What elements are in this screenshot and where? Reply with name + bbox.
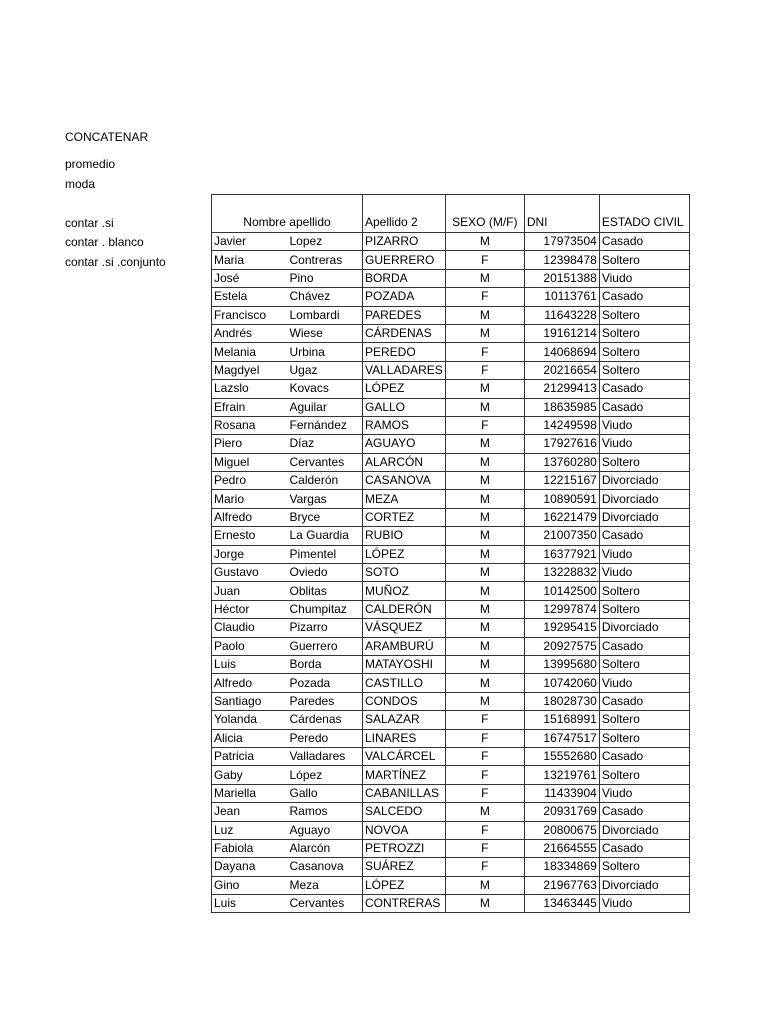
- cell-apellido2: MEZA: [363, 490, 446, 508]
- cell-apellido2: LÓPEZ: [363, 876, 446, 894]
- table-row: [212, 435, 690, 453]
- cell-sexo: M: [445, 453, 524, 471]
- cell-apellido: Ramos: [288, 803, 363, 821]
- cell-nombre: Luz: [212, 821, 288, 839]
- table-row: [212, 784, 690, 802]
- cell-estado-civil: Casado: [599, 692, 689, 710]
- cell-apellido: Pino: [288, 269, 363, 287]
- cell-apellido2: SALCEDO: [363, 803, 446, 821]
- cell-apellido: Aguayo: [288, 821, 363, 839]
- cell-dni: 18028730: [524, 692, 599, 710]
- cell-sexo: F: [445, 839, 524, 857]
- cell-sexo: M: [445, 435, 524, 453]
- header-estado-civil: ESTADO CIVIL: [599, 195, 689, 233]
- cell-estado-civil: Casado: [599, 398, 689, 416]
- cell-dni: 12398478: [524, 251, 599, 269]
- cell-estado-civil: Casado: [599, 233, 689, 251]
- cell-estado-civil: Divorciado: [599, 490, 689, 508]
- cell-estado-civil: Viudo: [599, 435, 689, 453]
- cell-estado-civil: Soltero: [599, 858, 689, 876]
- cell-apellido: Urbina: [288, 343, 363, 361]
- cell-apellido: Chávez: [288, 288, 363, 306]
- table-body: [212, 233, 690, 913]
- cell-estado-civil: Soltero: [599, 453, 689, 471]
- table-row: [212, 766, 690, 784]
- cell-dni: 15168991: [524, 711, 599, 729]
- table-row: [212, 895, 690, 913]
- table-row: [212, 655, 690, 673]
- cell-apellido: Gallo: [288, 784, 363, 802]
- cell-estado-civil: Casado: [599, 839, 689, 857]
- cell-nombre: José: [212, 269, 288, 287]
- note-moda: moda: [65, 177, 96, 191]
- cell-sexo: M: [445, 472, 524, 490]
- cell-nombre: Paolo: [212, 637, 288, 655]
- cell-dni: 16377921: [524, 545, 599, 563]
- cell-apellido2: RAMOS: [363, 416, 446, 434]
- table-row: [212, 545, 690, 563]
- cell-apellido: Kovacs: [288, 380, 363, 398]
- cell-estado-civil: Viudo: [599, 895, 689, 913]
- cell-nombre: Melania: [212, 343, 288, 361]
- cell-apellido2: LÓPEZ: [363, 545, 446, 563]
- cell-apellido2: LINARES: [363, 729, 446, 747]
- table-row: [212, 803, 690, 821]
- cell-dni: 20927575: [524, 637, 599, 655]
- table-row: [212, 747, 690, 765]
- cell-estado-civil: Soltero: [599, 251, 689, 269]
- cell-dni: 21007350: [524, 527, 599, 545]
- cell-apellido2: LÓPEZ: [363, 380, 446, 398]
- cell-dni: 10890591: [524, 490, 599, 508]
- cell-sexo: F: [445, 343, 524, 361]
- cell-apellido2: MUÑOZ: [363, 582, 446, 600]
- cell-sexo: F: [445, 288, 524, 306]
- cell-sexo: M: [445, 233, 524, 251]
- cell-apellido: Aguilar: [288, 398, 363, 416]
- table-row: [212, 251, 690, 269]
- cell-apellido: Cervantes: [288, 453, 363, 471]
- cell-nombre: Ernesto: [212, 527, 288, 545]
- cell-apellido2: CALDERÓN: [363, 600, 446, 618]
- cell-dni: 16747517: [524, 729, 599, 747]
- cell-sexo: M: [445, 655, 524, 673]
- cell-estado-civil: Soltero: [599, 343, 689, 361]
- table-row: [212, 858, 690, 876]
- cell-apellido: Wiese: [288, 324, 363, 342]
- cell-estado-civil: Divorciado: [599, 876, 689, 894]
- cell-apellido: Bryce: [288, 508, 363, 526]
- cell-sexo: F: [445, 416, 524, 434]
- cell-dni: 12215167: [524, 472, 599, 490]
- cell-sexo: M: [445, 582, 524, 600]
- cell-dni: 14249598: [524, 416, 599, 434]
- header-sexo: SEXO (M/F): [445, 195, 524, 233]
- cell-apellido: Oblitas: [288, 582, 363, 600]
- cell-estado-civil: Divorciado: [599, 619, 689, 637]
- cell-nombre: Luis: [212, 655, 288, 673]
- cell-apellido: La Guardia: [288, 527, 363, 545]
- cell-estado-civil: Soltero: [599, 766, 689, 784]
- cell-sexo: F: [445, 858, 524, 876]
- cell-dni: 11643228: [524, 306, 599, 324]
- table-row: [212, 233, 690, 251]
- cell-estado-civil: Casado: [599, 803, 689, 821]
- cell-dni: 12997874: [524, 600, 599, 618]
- cell-dni: 20800675: [524, 821, 599, 839]
- table-row: [212, 490, 690, 508]
- cell-estado-civil: Soltero: [599, 711, 689, 729]
- cell-nombre: Yolanda: [212, 711, 288, 729]
- cell-dni: 10142500: [524, 582, 599, 600]
- cell-estado-civil: Viudo: [599, 674, 689, 692]
- cell-apellido2: SALAZAR: [363, 711, 446, 729]
- cell-estado-civil: Casado: [599, 288, 689, 306]
- cell-dni: 15552680: [524, 747, 599, 765]
- cell-nombre: Jean: [212, 803, 288, 821]
- cell-sexo: M: [445, 269, 524, 287]
- cell-estado-civil: Viudo: [599, 784, 689, 802]
- cell-apellido2: ALARCÓN: [363, 453, 446, 471]
- cell-sexo: F: [445, 251, 524, 269]
- table-row: [212, 398, 690, 416]
- cell-nombre: Alicia: [212, 729, 288, 747]
- cell-nombre: Magdyel: [212, 361, 288, 379]
- cell-estado-civil: Casado: [599, 747, 689, 765]
- cell-nombre: Rosana: [212, 416, 288, 434]
- header-dni: DNI: [524, 195, 599, 233]
- table-row: [212, 508, 690, 526]
- cell-dni: 19161214: [524, 324, 599, 342]
- cell-apellido2: BORDA: [363, 269, 446, 287]
- table-row: [212, 269, 690, 287]
- cell-nombre: Héctor: [212, 600, 288, 618]
- cell-nombre: Gino: [212, 876, 288, 894]
- cell-apellido2: RUBIO: [363, 527, 446, 545]
- cell-apellido: Cervantes: [288, 895, 363, 913]
- cell-apellido2: VALLADARES: [363, 361, 446, 379]
- cell-dni: 17973504: [524, 233, 599, 251]
- cell-apellido2: CÁRDENAS: [363, 324, 446, 342]
- table-row: [212, 306, 690, 324]
- cell-nombre: Juan: [212, 582, 288, 600]
- cell-apellido2: PIZARRO: [363, 233, 446, 251]
- cell-nombre: Pedro: [212, 472, 288, 490]
- table-row: [212, 380, 690, 398]
- cell-apellido2: CASANOVA: [363, 472, 446, 490]
- cell-apellido2: CASTILLO: [363, 674, 446, 692]
- cell-apellido2: CONTRERAS: [363, 895, 446, 913]
- cell-nombre: Mario: [212, 490, 288, 508]
- table-row: [212, 692, 690, 710]
- table-row: [212, 876, 690, 894]
- cell-dni: 21299413: [524, 380, 599, 398]
- cell-nombre: Piero: [212, 435, 288, 453]
- cell-estado-civil: Soltero: [599, 361, 689, 379]
- cell-sexo: M: [445, 324, 524, 342]
- cell-dni: 10113761: [524, 288, 599, 306]
- cell-nombre: Fabiola: [212, 839, 288, 857]
- cell-apellido: Pozada: [288, 674, 363, 692]
- cell-apellido: Contreras: [288, 251, 363, 269]
- cell-sexo: M: [445, 545, 524, 563]
- cell-nombre: Miguel: [212, 453, 288, 471]
- cell-nombre: Jorge: [212, 545, 288, 563]
- cell-estado-civil: Casado: [599, 637, 689, 655]
- cell-sexo: M: [445, 380, 524, 398]
- cell-apellido2: CABANILLAS: [363, 784, 446, 802]
- cell-sexo: M: [445, 398, 524, 416]
- cell-apellido: Pimentel: [288, 545, 363, 563]
- cell-estado-civil: Viudo: [599, 416, 689, 434]
- note-contar-si: contar .si: [65, 216, 114, 230]
- cell-estado-civil: Soltero: [599, 306, 689, 324]
- table-row: [212, 821, 690, 839]
- cell-dni: 21664555: [524, 839, 599, 857]
- table-row: [212, 453, 690, 471]
- cell-apellido: Fernández: [288, 416, 363, 434]
- cell-apellido2: PETROZZI: [363, 839, 446, 857]
- cell-estado-civil: Soltero: [599, 729, 689, 747]
- cell-apellido2: VÁSQUEZ: [363, 619, 446, 637]
- cell-dni: 13760280: [524, 453, 599, 471]
- cell-sexo: M: [445, 508, 524, 526]
- cell-nombre: Dayana: [212, 858, 288, 876]
- cell-dni: 18334869: [524, 858, 599, 876]
- cell-apellido: Meza: [288, 876, 363, 894]
- cell-nombre: Estela: [212, 288, 288, 306]
- table-row: [212, 361, 690, 379]
- table-row: [212, 582, 690, 600]
- cell-apellido: Vargas: [288, 490, 363, 508]
- table-row: [212, 619, 690, 637]
- cell-sexo: F: [445, 821, 524, 839]
- cell-sexo: M: [445, 527, 524, 545]
- cell-apellido: Lombardi: [288, 306, 363, 324]
- cell-estado-civil: Viudo: [599, 545, 689, 563]
- table-row: [212, 527, 690, 545]
- note-contar-blanco: contar . blanco: [65, 235, 144, 249]
- cell-apellido: Alarcón: [288, 839, 363, 857]
- cell-dni: 21967763: [524, 876, 599, 894]
- cell-sexo: F: [445, 711, 524, 729]
- cell-nombre: Claudio: [212, 619, 288, 637]
- cell-sexo: M: [445, 692, 524, 710]
- cell-apellido2: PAREDES: [363, 306, 446, 324]
- cell-nombre: Luis: [212, 895, 288, 913]
- cell-estado-civil: Viudo: [599, 564, 689, 582]
- cell-apellido: Calderón: [288, 472, 363, 490]
- cell-sexo: M: [445, 895, 524, 913]
- table-row: [212, 600, 690, 618]
- table-row: [212, 416, 690, 434]
- cell-nombre: Maria: [212, 251, 288, 269]
- cell-sexo: M: [445, 490, 524, 508]
- cell-apellido2: SUÁREZ: [363, 858, 446, 876]
- cell-dni: 16221479: [524, 508, 599, 526]
- table-row: [212, 564, 690, 582]
- cell-apellido2: CONDOS: [363, 692, 446, 710]
- cell-apellido: Oviedo: [288, 564, 363, 582]
- cell-nombre: Santiago: [212, 692, 288, 710]
- cell-dni: 13228832: [524, 564, 599, 582]
- cell-estado-civil: Divorciado: [599, 508, 689, 526]
- cell-dni: 20151388: [524, 269, 599, 287]
- cell-nombre: Andrés: [212, 324, 288, 342]
- cell-sexo: F: [445, 766, 524, 784]
- cell-estado-civil: Divorciado: [599, 472, 689, 490]
- cell-dni: 11433904: [524, 784, 599, 802]
- cell-nombre: Alfredo: [212, 674, 288, 692]
- cell-sexo: M: [445, 564, 524, 582]
- cell-sexo: F: [445, 729, 524, 747]
- cell-dni: 10742060: [524, 674, 599, 692]
- cell-apellido2: ARAMBURÚ: [363, 637, 446, 655]
- cell-dni: 13219761: [524, 766, 599, 784]
- cell-estado-civil: Casado: [599, 527, 689, 545]
- note-contar-si-conjunto: contar .si .conjunto: [65, 255, 166, 269]
- cell-sexo: M: [445, 600, 524, 618]
- cell-apellido: Chumpitaz: [288, 600, 363, 618]
- cell-nombre: Efrain: [212, 398, 288, 416]
- cell-apellido2: POZADA: [363, 288, 446, 306]
- table-row: [212, 472, 690, 490]
- table-row: [212, 288, 690, 306]
- cell-dni: 14068694: [524, 343, 599, 361]
- cell-estado-civil: Soltero: [599, 582, 689, 600]
- cell-dni: 20931769: [524, 803, 599, 821]
- cell-dni: 13995680: [524, 655, 599, 673]
- cell-nombre: Gustavo: [212, 564, 288, 582]
- cell-sexo: M: [445, 674, 524, 692]
- cell-apellido2: GALLO: [363, 398, 446, 416]
- cell-estado-civil: Soltero: [599, 600, 689, 618]
- table-row: [212, 674, 690, 692]
- table-row: [212, 711, 690, 729]
- cell-apellido: López: [288, 766, 363, 784]
- cell-apellido2: NOVOA: [363, 821, 446, 839]
- cell-apellido2: PEREDO: [363, 343, 446, 361]
- cell-apellido2: MARTÍNEZ: [363, 766, 446, 784]
- cell-nombre: Alfredo: [212, 508, 288, 526]
- cell-sexo: M: [445, 876, 524, 894]
- cell-sexo: F: [445, 747, 524, 765]
- cell-sexo: M: [445, 619, 524, 637]
- cell-apellido: Peredo: [288, 729, 363, 747]
- cell-apellido2: SOTO: [363, 564, 446, 582]
- table-row: [212, 637, 690, 655]
- cell-dni: 20216654: [524, 361, 599, 379]
- cell-apellido2: MATAYOSHI: [363, 655, 446, 673]
- cell-dni: 13463445: [524, 895, 599, 913]
- cell-apellido: Paredes: [288, 692, 363, 710]
- cell-apellido2: CORTEZ: [363, 508, 446, 526]
- cell-apellido: Guerrero: [288, 637, 363, 655]
- cell-estado-civil: Soltero: [599, 655, 689, 673]
- header-nombre-apellido: Nombre apellido: [212, 195, 363, 233]
- cell-sexo: M: [445, 803, 524, 821]
- cell-apellido: Valladares: [288, 747, 363, 765]
- cell-apellido2: GUERRERO: [363, 251, 446, 269]
- cell-apellido: Cárdenas: [288, 711, 363, 729]
- cell-estado-civil: Soltero: [599, 324, 689, 342]
- cell-estado-civil: Casado: [599, 380, 689, 398]
- table-row: [212, 729, 690, 747]
- table-row: [212, 343, 690, 361]
- note-promedio: promedio: [65, 157, 116, 171]
- data-table: [211, 194, 690, 913]
- cell-sexo: F: [445, 784, 524, 802]
- header-row: [212, 195, 690, 233]
- cell-apellido: Borda: [288, 655, 363, 673]
- cell-sexo: M: [445, 637, 524, 655]
- cell-nombre: Patricia: [212, 747, 288, 765]
- cell-apellido2: VALCÁRCEL: [363, 747, 446, 765]
- cell-apellido: Lopez: [288, 233, 363, 251]
- cell-estado-civil: Divorciado: [599, 821, 689, 839]
- cell-dni: 18635985: [524, 398, 599, 416]
- note-concatenar: CONCATENAR: [65, 130, 149, 144]
- table-row: [212, 839, 690, 857]
- cell-sexo: M: [445, 306, 524, 324]
- table-row: [212, 324, 690, 342]
- cell-apellido2: AGUAYO: [363, 435, 446, 453]
- header-apellido2: Apellido 2: [363, 195, 446, 233]
- cell-apellido: Ugaz: [288, 361, 363, 379]
- cell-apellido: Pizarro: [288, 619, 363, 637]
- cell-nombre: Mariella: [212, 784, 288, 802]
- cell-nombre: Javier: [212, 233, 288, 251]
- cell-apellido: Díaz: [288, 435, 363, 453]
- cell-dni: 17927616: [524, 435, 599, 453]
- cell-apellido: Casanova: [288, 858, 363, 876]
- cell-sexo: F: [445, 361, 524, 379]
- cell-dni: 19295415: [524, 619, 599, 637]
- cell-nombre: Francisco: [212, 306, 288, 324]
- cell-nombre: Lazslo: [212, 380, 288, 398]
- cell-nombre: Gaby: [212, 766, 288, 784]
- cell-estado-civil: Viudo: [599, 269, 689, 287]
